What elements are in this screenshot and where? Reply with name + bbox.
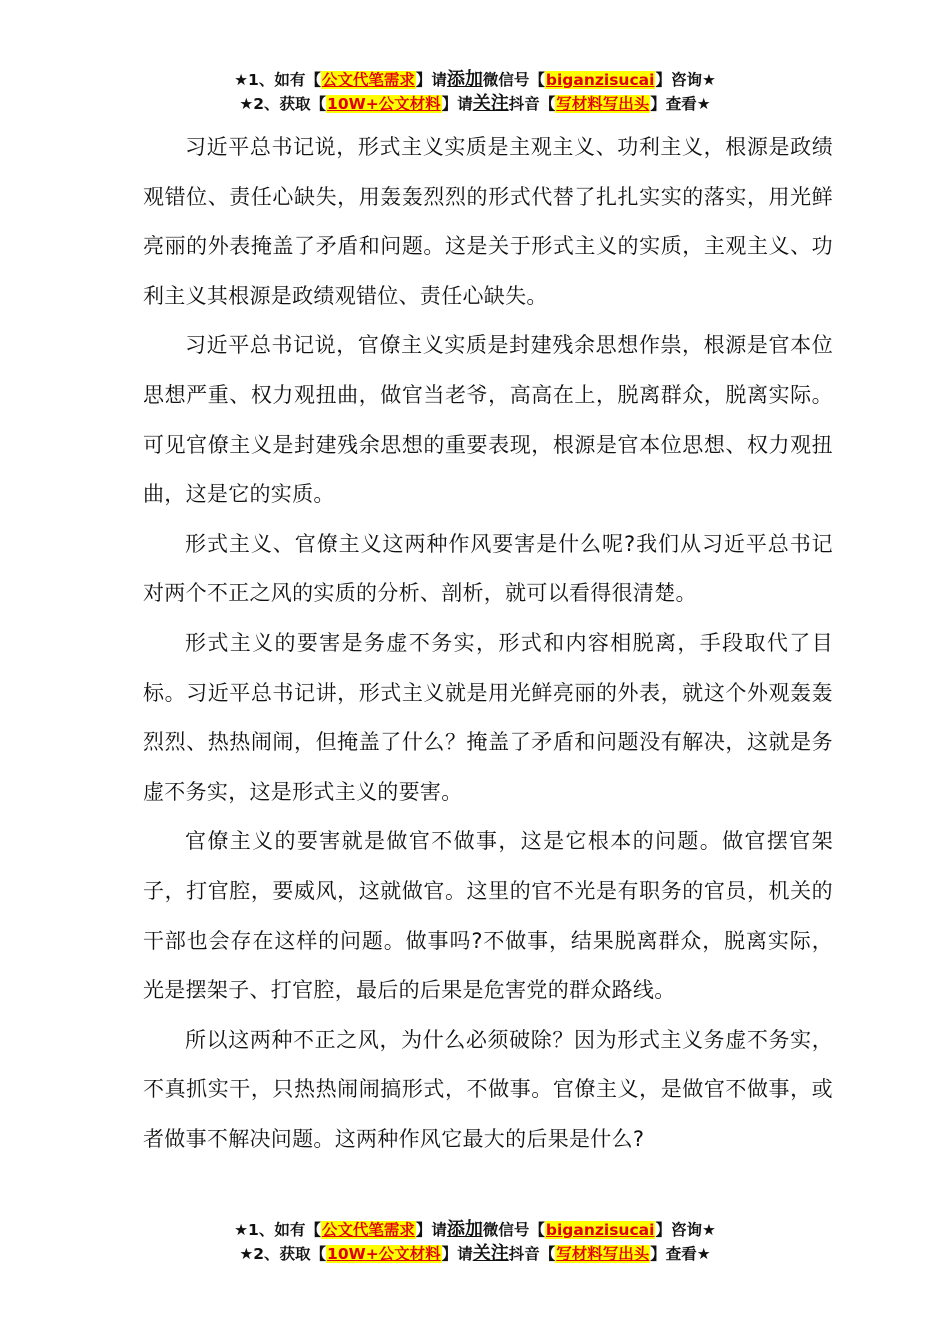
- promo-text: 抖音【: [508, 95, 556, 113]
- promo-underline: 添加: [446, 69, 483, 90]
- paragraph: 形式主义的要害是务虚不务实，形式和内容相脱离，手段取代了目标。习近平总书记讲，形式主义就是用光鲜亮丽的外表，就这个外观轰轰烈烈、热热闹闹，但掩盖了什么？掩盖了矛盾和问题没有解决，这就是务虚不务实，这是形式主义的要害。: [143, 630, 833, 804]
- paragraph: 习近平总书记说，形式主义实质是主观主义、功利主义，根源是政绩观错位、责任心缺失，用轰轰烈烈的形式代替了扎扎实实的落实，用光鲜亮丽的外表掩盖了矛盾和问题。这是关于形式主义的实质，主观主义、功利主义其根源是政绩观错位、责任心缺失。: [143, 135, 833, 308]
- promo-text: 】请: [441, 1245, 473, 1263]
- promo-footer: [0, 1218, 950, 1266]
- promo-header: [0, 68, 950, 116]
- paragraph: 所以这两种不正之风，为什么必须破除？因为形式主义务虚不务实，不真抓实干，只热热闹闹搞形式，不做事。官僚主义，是做官不做事，或者做事不解决问题。这两种作风它最大的后果是什么?: [143, 1027, 833, 1151]
- promo-highlight: 公文代笔需求: [321, 1221, 415, 1239]
- promo-text: 】请: [415, 1221, 447, 1239]
- promo-wechat-id: biganzisucai: [545, 1221, 655, 1239]
- paragraph: 形式主义、官僚主义这两种作风要害是什么呢?我们从习近平总书记对两个不正之风的实质的分析、剖析，就可以看得很清楚。: [143, 531, 833, 606]
- promo-line-2: [0, 1242, 950, 1266]
- promo-douyin-id: 写材料写出头: [556, 95, 650, 113]
- promo-text: ★2、获取【: [239, 95, 327, 113]
- promo-text: ★1、如有【: [234, 1221, 321, 1239]
- promo-text: 】咨询★: [655, 1221, 716, 1239]
- promo-text: 】请: [415, 71, 447, 89]
- promo-wechat-id: biganzisucai: [545, 71, 655, 89]
- promo-text: 】请: [441, 95, 473, 113]
- promo-underline: 关注: [472, 1243, 509, 1264]
- promo-text: 】咨询★: [655, 71, 716, 89]
- promo-text: 】查看★: [650, 95, 711, 113]
- promo-underline: 关注: [472, 93, 509, 114]
- promo-text: 微信号【: [482, 1221, 545, 1239]
- promo-text: ★1、如有【: [234, 71, 321, 89]
- promo-text: 抖音【: [508, 1245, 556, 1263]
- promo-line-1: [0, 1218, 950, 1242]
- promo-line-2: [0, 92, 950, 116]
- promo-text: 微信号【: [482, 71, 545, 89]
- promo-douyin-id: 写材料写出头: [556, 1245, 650, 1263]
- paragraph: 官僚主义的要害就是做官不做事，这是它根本的问题。做官摆官架子，打官腔，要威风，这就做官。这里的官不光是有职务的官员，机关的干部也会存在这样的问题。做事吗?不做事，结果脱离群众，脱离实际，光是摆架子、打官腔，最后的后果是危害党的群众路线。: [143, 829, 833, 1003]
- promo-line-1: [0, 68, 950, 92]
- paragraph: 习近平总书记说，官僚主义实质是封建残余思想作祟，根源是官本位思想严重、权力观扭曲，做官当老爷，高高在上，脱离群众，脱离实际。可见官僚主义是封建残余思想的重要表现，根源是官本位思想、权力观扭曲，这是它的实质。: [143, 333, 833, 507]
- document-body: [143, 123, 833, 1164]
- promo-highlight: 10W+公文材料: [327, 1245, 441, 1263]
- promo-underline: 添加: [446, 1219, 483, 1240]
- promo-highlight: 10W+公文材料: [327, 95, 441, 113]
- promo-text: 】查看★: [650, 1245, 711, 1263]
- promo-highlight: 公文代笔需求: [321, 71, 415, 89]
- promo-text: ★2、获取【: [239, 1245, 327, 1263]
